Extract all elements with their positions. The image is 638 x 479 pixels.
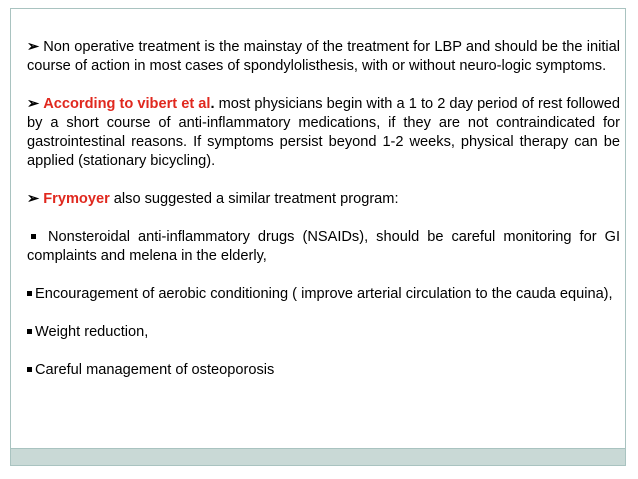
footer-bar	[10, 448, 626, 466]
highlight-frymoyer: Frymoyer	[43, 191, 110, 207]
square-bullet-icon	[27, 329, 32, 334]
paragraph-vibert	[27, 95, 620, 171]
paragraph-weight	[27, 323, 620, 342]
paragraph-text: Encouragement of aerobic conditioning ( improve arterial circulation to the cauda equina),	[35, 286, 613, 302]
arrow-bullet-icon: ➢	[27, 39, 40, 55]
paragraph-nsaids	[27, 228, 620, 266]
paragraph-frymoyer	[27, 190, 620, 209]
paragraph-text: Weight reduction,	[35, 324, 149, 340]
paragraph-text: Careful management of osteoporosis	[35, 362, 275, 378]
highlight-dot: .	[210, 96, 215, 112]
slide-content	[27, 38, 620, 380]
paragraph-non-operative	[27, 38, 620, 76]
arrow-bullet-icon: ➢	[27, 191, 40, 207]
paragraph-text: also suggested a similar treatment program:	[109, 191, 399, 207]
paragraph-aerobic	[27, 285, 620, 304]
arrow-bullet-icon: ➢	[27, 96, 40, 112]
paragraph-text: most physicians begin with a 1 to 2 day period of rest followed by a short course of anti-inflammatory medications, if they are not contraindicated for gastrointestinal reasons. If symptoms persist beyond 1-2 weeks, physical therapy can be applied (stationary bicycling).	[27, 96, 620, 169]
paragraph-osteoporosis	[27, 361, 620, 380]
paragraph-text: Non operative treatment is the mainstay of the treatment for LBP and should be the initial course of action in most cases of spondylolisthesis, with or without neuro-logic symptoms.	[27, 39, 620, 74]
highlight-vibert: According to vibert et al	[43, 96, 211, 112]
square-bullet-icon	[31, 234, 36, 239]
paragraph-text: Nonsteroidal anti-inflammatory drugs (NSAIDs), should be careful monitoring for GI complaints and melena in the elderly,	[27, 229, 620, 264]
square-bullet-icon	[27, 291, 32, 296]
square-bullet-icon	[27, 367, 32, 372]
